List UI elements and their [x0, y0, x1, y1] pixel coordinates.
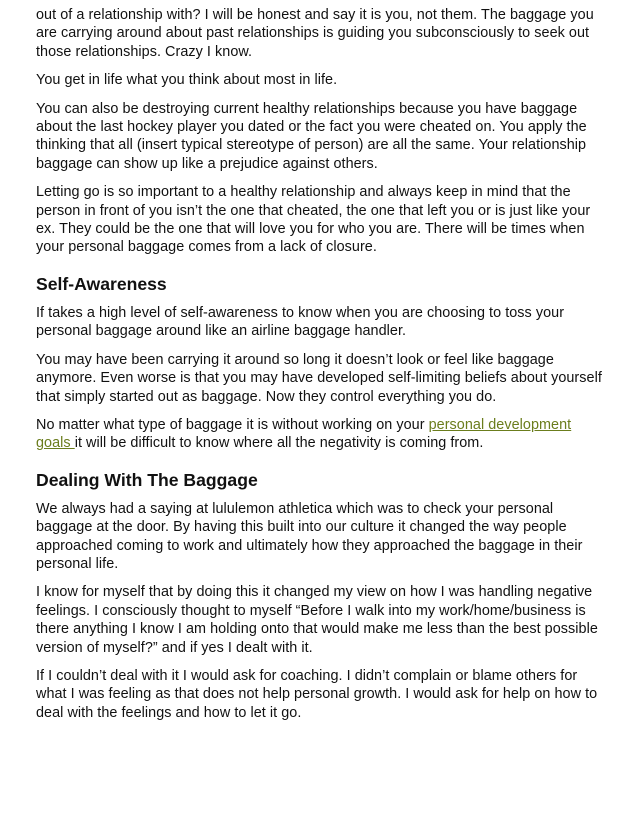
paragraph-relationship-baggage: out of a relationship with? I will be honest and say it is you, not them. The baggage you are carrying around about past relationships is guiding you subconsciously to seek out those relationships. Crazy I know. — [36, 7, 594, 60]
paragraph-lululemon: We always had a saying at lululemon athletica which was to check your personal baggage at the door. By having this built into our culture it changed the way people approached coming to work and ultimately how they approached the baggage in their personal life. — [36, 500, 583, 572]
personal-development-goals-link[interactable]: personal development goals — [36, 416, 572, 452]
paragraph-negative-feelings: I know for myself that by doing this it changed my view on how I was handling negative feelings. I consciously thought to myself “Before I walk into my work/home/business is there anything I know I am holding onto that would make me less than the best possible version of myself?” and if yes I dealt with it. — [36, 584, 598, 656]
paragraph-letting-go: Letting go is so important to a healthy relationship and always keep in mind that the person in front of you isn’t the one that cheated, the one that left you or is just like your ex. They could be the one that will love you for who you are. There will be times when your personal baggage comes from a lack of closure. — [36, 184, 591, 256]
paragraph-self-awareness: If takes a high level of self-awareness to know when you are choosing to toss your personal baggage around like an airline baggage handler. — [36, 304, 565, 340]
heading-self-awareness: Self-Awareness — [36, 273, 167, 294]
paragraph-development-goals — [36, 416, 606, 453]
document-page — [36, 6, 606, 732]
paragraph-carrying-around: You may have been carrying it around so long it doesn’t look or feel like baggage anymore. Even worse is that you may have developed self-limiting beliefs about yourself that simply started out as baggage. Now they control everything you do. — [36, 351, 602, 405]
text-before-link: No matter what type of baggage it is without working on your — [36, 416, 429, 433]
paragraph-coaching: If I couldn’t deal with it I would ask for coaching. I didn’t complain or blame others for what I was feeling as that does not help personal growth. I would ask for help on how to deal with the feelings and how to let it go. — [36, 667, 598, 721]
paragraph-destroying-relationships: You can also be destroying current healthy relationships because you have baggage about the last hockey player you dated or the fact you were cheated on. You apply the thinking that all (insert typical stereotype of person) are all the same. Your relationship baggage can show up like a prejudice against others. — [36, 100, 587, 172]
heading-dealing-with-baggage: Dealing With The Baggage — [36, 469, 258, 490]
paragraph-get-in-life: You get in life what you think about most in life. — [36, 72, 338, 89]
text-after-link: it will be difficult to know where all the negativity is coming from. — [74, 435, 484, 452]
